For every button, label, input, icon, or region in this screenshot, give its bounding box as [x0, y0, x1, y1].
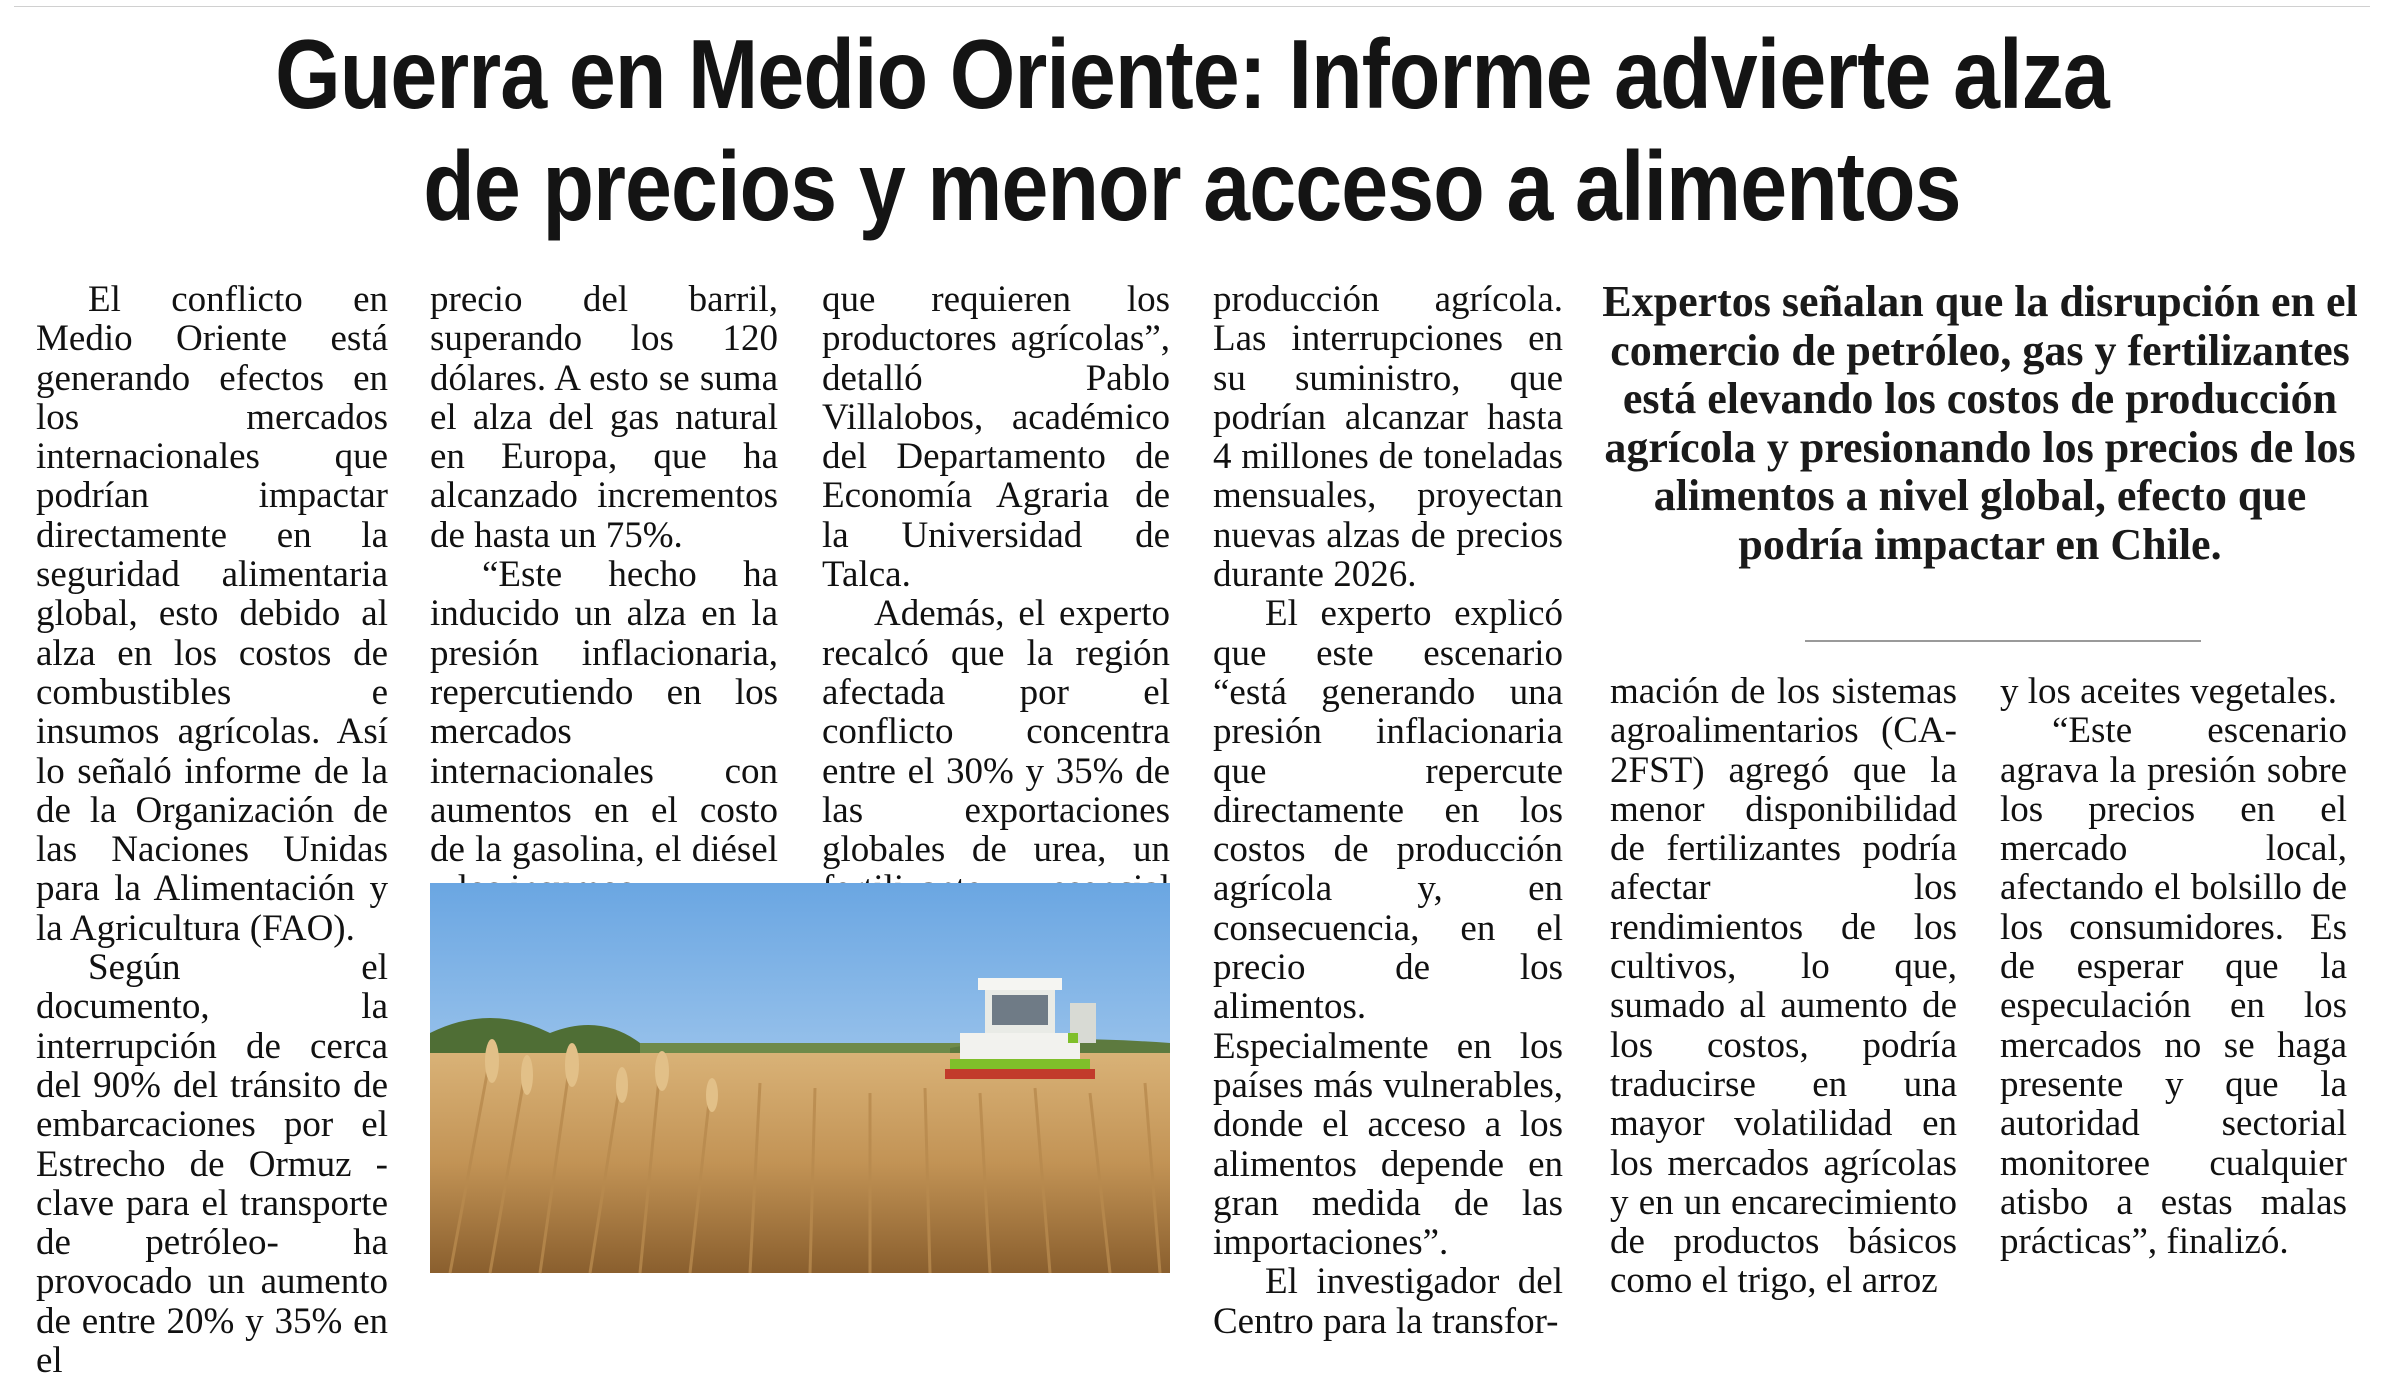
paragraph: producción agrícola. Las interrupciones en su suministro, que podrían alcanzar hasta 4 millones de toneladas mensuales, proyectan nuevas alzas de precios durante 2026.: [1213, 279, 1563, 596]
column-2: [430, 280, 778, 880]
column-5: [1610, 671, 1957, 1302]
paragraph: Además, el experto recalcó que la región afectada por el conflicto concentra entre el 30% y 35% de las exportaciones globales de urea, un: [822, 593, 1170, 871]
paragraph: El investigador del Centro para la transfor-: [1213, 1261, 1563, 1342]
column-3: [822, 280, 1170, 880]
wheat-field-illustration: [430, 883, 1170, 1273]
headline-line-1: Guerra en Medio Oriente: Informe advierte alza: [275, 19, 2109, 129]
paragraph: precio del barril, superando los 120 dólares. A esto se suma el alza del gas natural en Europa, que ha alcanzado incrementos de hasta un 75%.: [430, 279, 778, 556]
headline-line-2: de precios y menor acceso a alimentos: [423, 131, 1961, 241]
paragraph: “Este escenario agrava la presión sobre los precios en el mercado local, afectando el bolsillo de los consumidores. Es de esperar que la especulación en los mercados no se haga presente y que la autoridad sectorial monitoree cualquier atisbo a estas malas prácticas”, finalizó.: [2000, 710, 2347, 1263]
deck-divider: [1805, 640, 2201, 642]
wheat-field-harvester-photo: [430, 883, 1170, 1273]
paragraph: “Este hecho ha inducido un alza en la presión inflacionaria, repercutiendo en los mercados internacionales con aumentos en el costo de la gasolina, el diésel: [430, 554, 778, 871]
paragraph: y los aceites vegetales.: [2000, 671, 2337, 712]
top-rule: [14, 6, 2370, 7]
paragraph: que requieren los productores agrícolas”, detalló Pablo Villalobos, académico del Departamento de Economía Agraria de la Universidad de Talca.: [822, 279, 1170, 596]
column-1: [36, 279, 388, 1381]
column-4: [1213, 279, 1563, 1342]
paragraph: mación de los sistemas agroalimentarios (CA-2FST) agregó que la menor disponibilidad de fertilizantes podría afectar los rendimientos de los cultivos, lo que, sumado al aumento de los costos, podría traducirse en una mayor volatilidad en los mercados agrícolas y en un encarecimiento de productos básicos como el trigo, el arroz: [1610, 671, 1957, 1302]
paragraph: El experto explicó que este escenario “está generando una presión inflacionaria que repercute directamente en los costos de producción agrícola y, en consecuencia, en el precio de los alimentos. Especialmente en los países más vulnerables, donde el acceso a los alimentos depende en gran medida de las importaciones”.: [1213, 593, 1563, 1264]
deck-summary: Expertos señalan que la disrupción en el comercio de petróleo, gas y fertilizantes está elevando los costos de producción agrícola y presionando los precios de los alimentos a nivel global, efecto que podría impactar en Chile.: [1602, 277, 2358, 569]
paragraph: El conflicto en Medio Oriente está generando efectos en los mercados internacionales que podrían impactar directamente en la seguridad alimentaria global, esto debido al alza en los costos de combustibles e insumos agrícolas. Así lo señaló informe de la de la Organización de las Naciones Unidas para la Alimentación y la Agricultura (FAO).: [36, 279, 388, 949]
paragraph: Según el documento, la interrupción de cerca del 90% del tránsito de embarcaciones por el Estrecho de Ormuz -clave para el transporte de petróleo- ha provocado un aumento de entre 20% y 35% en el: [36, 947, 388, 1381]
headline: [167, 18, 2217, 242]
column-6: [2000, 672, 2347, 1272]
